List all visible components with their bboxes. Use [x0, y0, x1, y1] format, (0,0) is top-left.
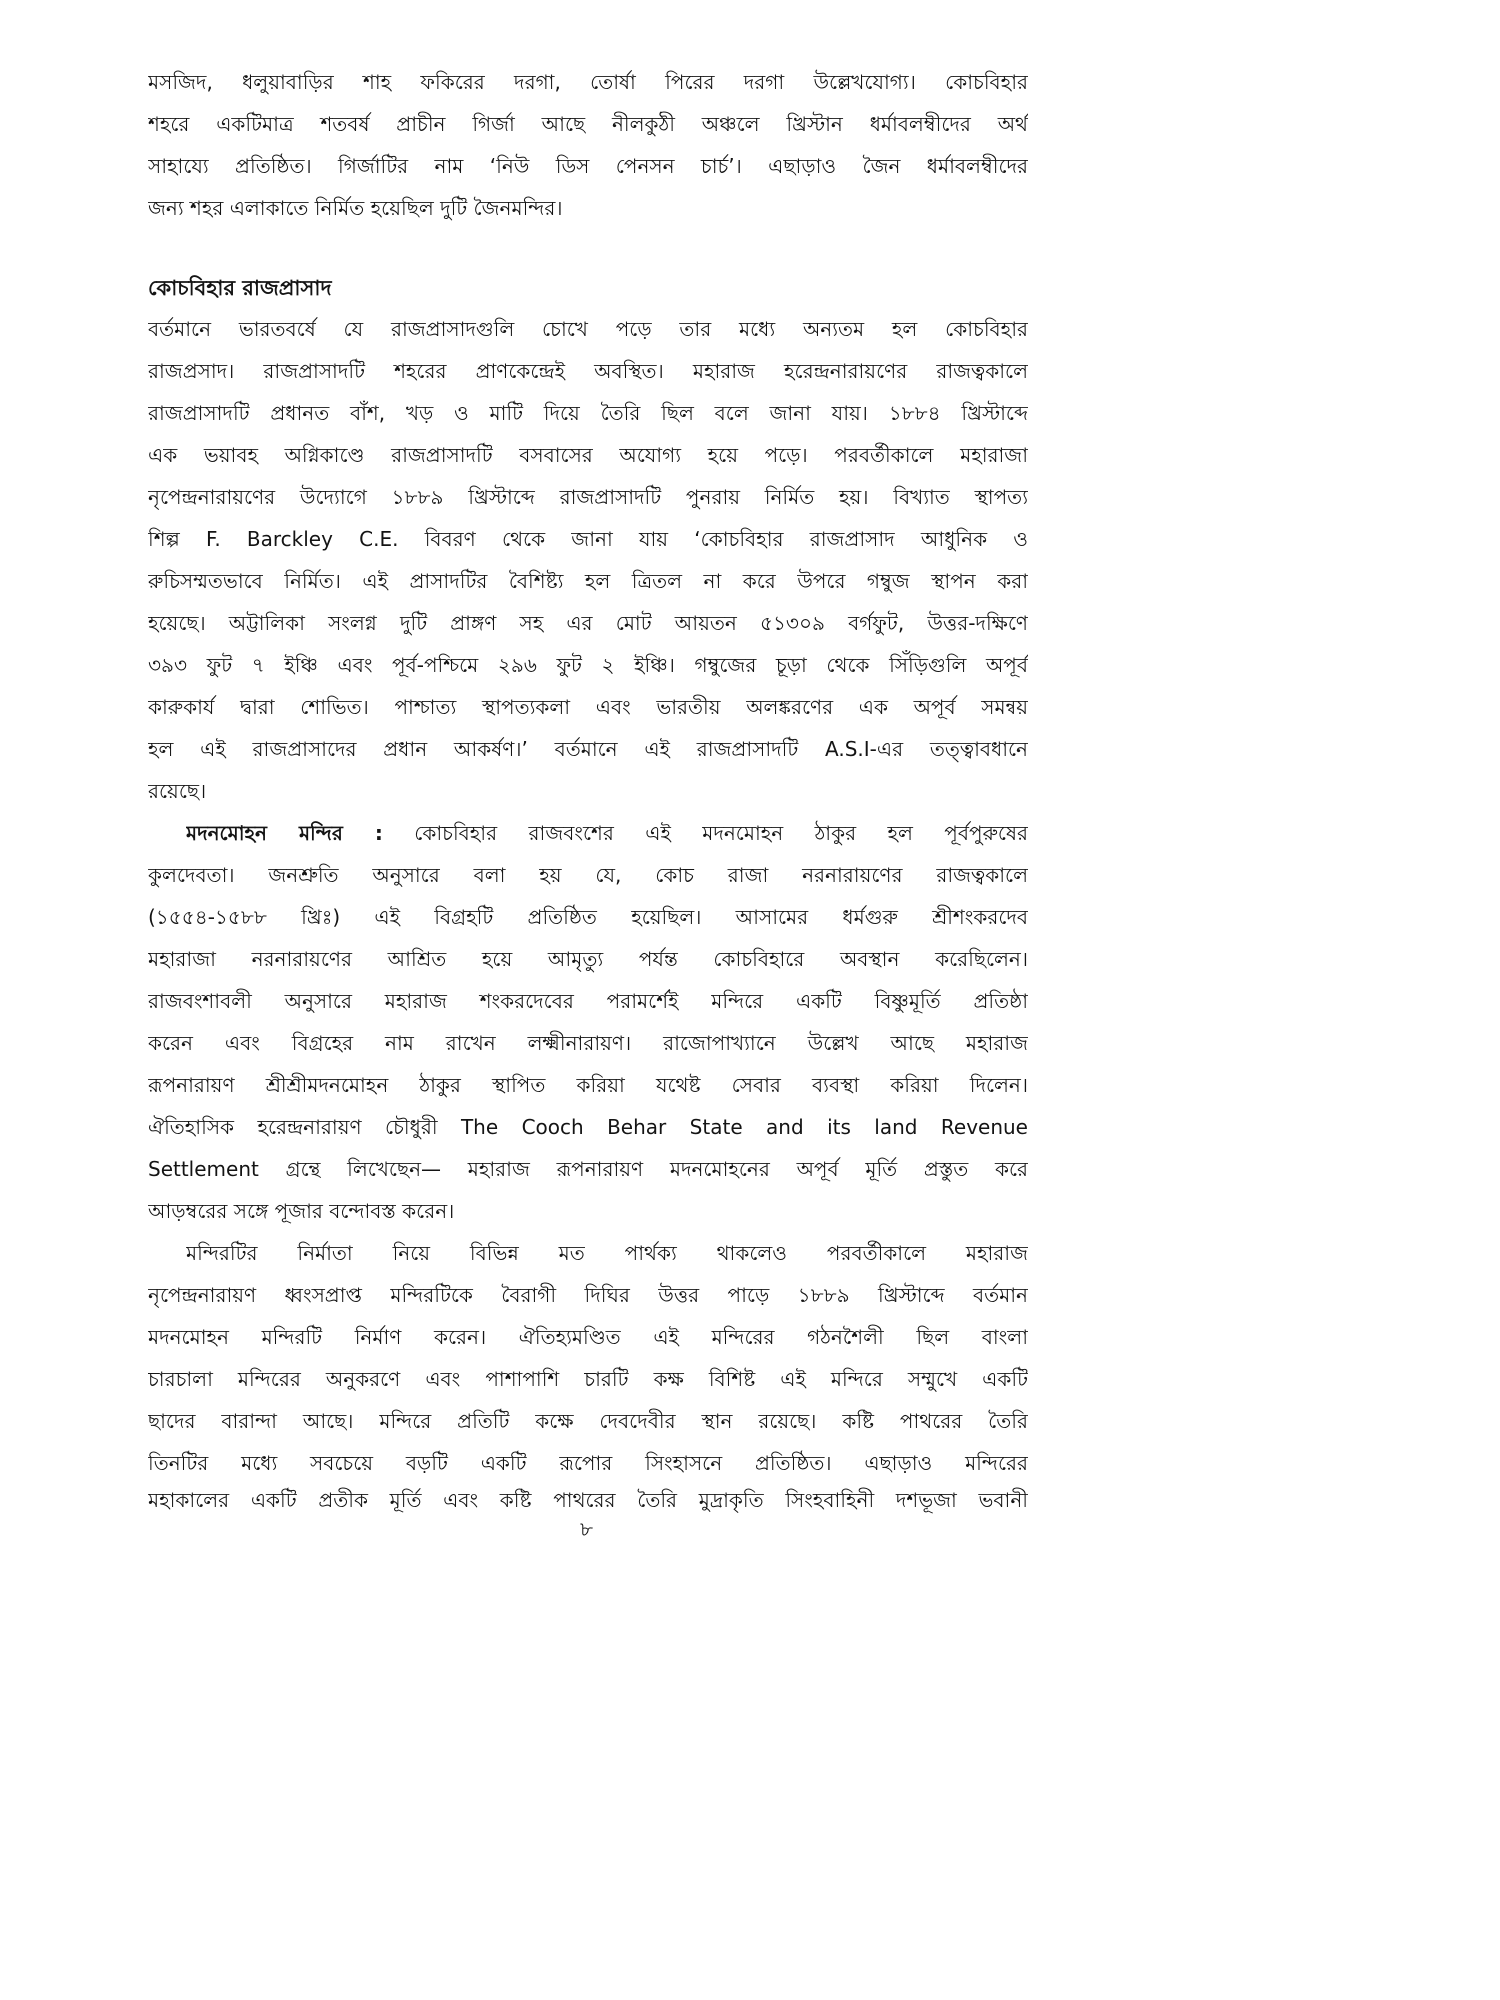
text-line: হল এই রাজপ্রাসাদের প্রধান আকর্ষণ।’ বর্তমানে এই রাজপ্রাসাদটি A.S.I-এর তত্ত্বাবধানে — [148, 737, 1028, 761]
bold-term: মদনমোহন মন্দির : — [186, 821, 383, 845]
text-line: ছাদের বারান্দা আছে। মন্দিরে প্রতিটি কক্ষে দেবদেবীর স্থান রয়েছে। কষ্টি পাথরের তৈরি — [148, 1409, 1028, 1433]
text-line: চারচালা মন্দিরের অনুকরণে এবং পাশাপাশি চারটি কক্ষ বিশিষ্ট এই মন্দিরে সম্মুখে একটি — [148, 1367, 1028, 1391]
page-number: ৮ — [580, 1517, 593, 1541]
text-span: কোচবিহার রাজবংশের এই মদনমোহন ঠাকুর হল পূর্বপুরুষের — [382, 821, 1028, 845]
text-line: (১৫৫৪-১৫৮৮ খ্রিঃ) এই বিগ্রহটি প্রতিষ্ঠিত হয়েছিল। আসামের ধর্মগুরু শ্রীশংকরদেব — [148, 905, 1028, 929]
text-line: সাহায্যে প্রতিষ্ঠিত। গির্জাটির নাম ‘নিউ ডিস পেনসন চার্চ’। এছাড়াও জৈন ধর্মাবলম্বীদের — [148, 154, 1028, 178]
text-line: মসজিদ, ধলুয়াবাড়ির শাহ ফকিরের দরগা, তোর্ষা পিরের দরগা উল্লেখযোগ্য। কোচবিহার — [148, 70, 1028, 94]
text-line: রাজবংশাবলী অনুসারে মহারাজ শংকরদেবের পরামর্শেই মন্দিরে একটি বিষ্ণুমূর্তি প্রতিষ্ঠা — [148, 989, 1028, 1013]
text-line: কারুকার্য দ্বারা শোভিত। পাশ্চাত্য স্থাপত্যকলা এবং ভারতীয় অলঙ্করণের এক অপূর্ব সমন্বয় — [148, 695, 1028, 719]
text-line: মহারাজা নরনারায়ণের আশ্রিত হয়ে আমৃত্যু পর্যন্ত কোচবিহারে অবস্থান করেছিলেন। — [148, 947, 1028, 971]
text-line: জন্য শহর এলাকাতে নির্মিত হয়েছিল দুটি জৈনমন্দির। — [148, 196, 563, 220]
text-line: বর্তমানে ভারতবর্ষে যে রাজপ্রাসাদগুলি চোখে পড়ে তার মধ্যে অন্যতম হল কোচবিহার — [148, 317, 1028, 341]
text-line: ঐতিহাসিক হরেন্দ্রনারায়ণ চৌধুরী The Cooch Behar State and its land Revenue — [148, 1115, 1028, 1139]
text-line: নৃপেন্দ্রনারায়ণের উদ্যোগে ১৮৮৯ খ্রিস্টাব্দে রাজপ্রাসাদটি পুনরায় নির্মিত হয়। বিখ্যাত স্থাপত্য — [148, 485, 1028, 509]
text-line: মদনমোহন মন্দিরটি নির্মাণ করেন। ঐতিহ্যমণ্ডিত এই মন্দিরের গঠনশৈলী ছিল বাংলা — [148, 1325, 1028, 1349]
text-line: নৃপেন্দ্রনারায়ণ ধ্বংসপ্রাপ্ত মন্দিরটিকে বৈরাগী দিঘির উত্তর পাড়ে ১৮৮৯ খ্রিস্টাব্দে বর্তমান — [148, 1283, 1028, 1307]
text-line: হয়েছে। অট্টালিকা সংলগ্ন দুটি প্রাঙ্গণ সহ এর মোট আয়তন ৫১৩০৯ বর্গফুট, উত্তর-দক্ষিণে — [148, 611, 1028, 635]
text-line: আড়ম্বরের সঙ্গে পূজার বন্দোবস্ত করেন। — [148, 1199, 455, 1223]
text-line: রাজপ্রাসাদটি প্রধানত বাঁশ, খড় ও মাটি দিয়ে তৈরি ছিল বলে জানা যায়। ১৮৮৪ খ্রিস্টাব্দে — [148, 401, 1028, 425]
text-line: রয়েছে। — [148, 779, 207, 803]
text-line: শহরে একটিমাত্র শতবর্ষ প্রাচীন গির্জা আছে নীলকুঠী অঞ্চলে খ্রিস্টান ধর্মাবলম্বীদের অর্থ — [148, 112, 1028, 136]
text-line — [186, 813, 1028, 853]
text-line: Settlement গ্রন্থে লিখেছেন— মহারাজ রূপনারায়ণ মদনমোহনের অপূর্ব মূর্তি প্রস্তুত করে — [148, 1157, 1028, 1181]
text-line: মন্দিরটির নির্মাতা নিয়ে বিভিন্ন মত পার্থক্য থাকলেও পরবর্তীকালে মহারাজ — [186, 1241, 1028, 1265]
section-heading: কোচবিহার রাজপ্রাসাদ — [148, 276, 332, 300]
text-line: করেন এবং বিগ্রহের নাম রাখেন লক্ষ্মীনারায়ণ। রাজোপাখ্যানে উল্লেখ আছে মহারাজ — [148, 1031, 1028, 1055]
text-line: শিল্প F. Barckley C.E. বিবরণ থেকে জানা যায় ‘কোচবিহার রাজপ্রাসাদ আধুনিক ও — [148, 527, 1028, 551]
text-line: রাজপ্রসাদ। রাজপ্রাসাদটি শহরের প্রাণকেন্দ্রেই অবস্থিত। মহারাজ হরেন্দ্রনারায়ণের রাজত্বকালে — [148, 359, 1028, 383]
text-line: তিনটির মধ্যে সবচেয়ে বড়টি একটি রূপোর সিংহাসনে প্রতিষ্ঠিত। এছাড়াও মন্দিরের — [148, 1451, 1028, 1475]
text-line: কুলদেবতা। জনশ্রুতি অনুসারে বলা হয় যে, কোচ রাজা নরনারায়ণের রাজত্বকালে — [148, 863, 1028, 887]
text-line: রুচিসম্মতভাবে নির্মিত। এই প্রাসাদটির বৈশিষ্ট্য হল ত্রিতল না করে উপরে গম্বুজ স্থাপন করা — [148, 569, 1028, 593]
text-line: মহাকালের একটি প্রতীক মূর্তি এবং কষ্টি পাথরের তৈরি মুদ্রাকৃতি সিংহবাহিনী দশভূজা ভবানী — [148, 1488, 1028, 1512]
text-line: রূপনারায়ণ শ্রীশ্রীমদনমোহন ঠাকুর স্থাপিত করিয়া যথেষ্ট সেবার ব্যবস্থা করিয়া দিলেন। — [148, 1073, 1028, 1097]
text-line: ৩৯৩ ফুট ৭ ইঞ্চি এবং পূর্ব-পশ্চিমে ২৯৬ ফুট ২ ইঞ্চি। গম্বুজের চূড়া থেকে সিঁড়িগুলি অপূর্ব — [148, 653, 1028, 677]
text-line: এক ভয়াবহ অগ্নিকাণ্ডে রাজপ্রাসাদটি বসবাসের অযোগ্য হয়ে পড়ে। পরবর্তীকালে মহারাজা — [148, 443, 1028, 467]
